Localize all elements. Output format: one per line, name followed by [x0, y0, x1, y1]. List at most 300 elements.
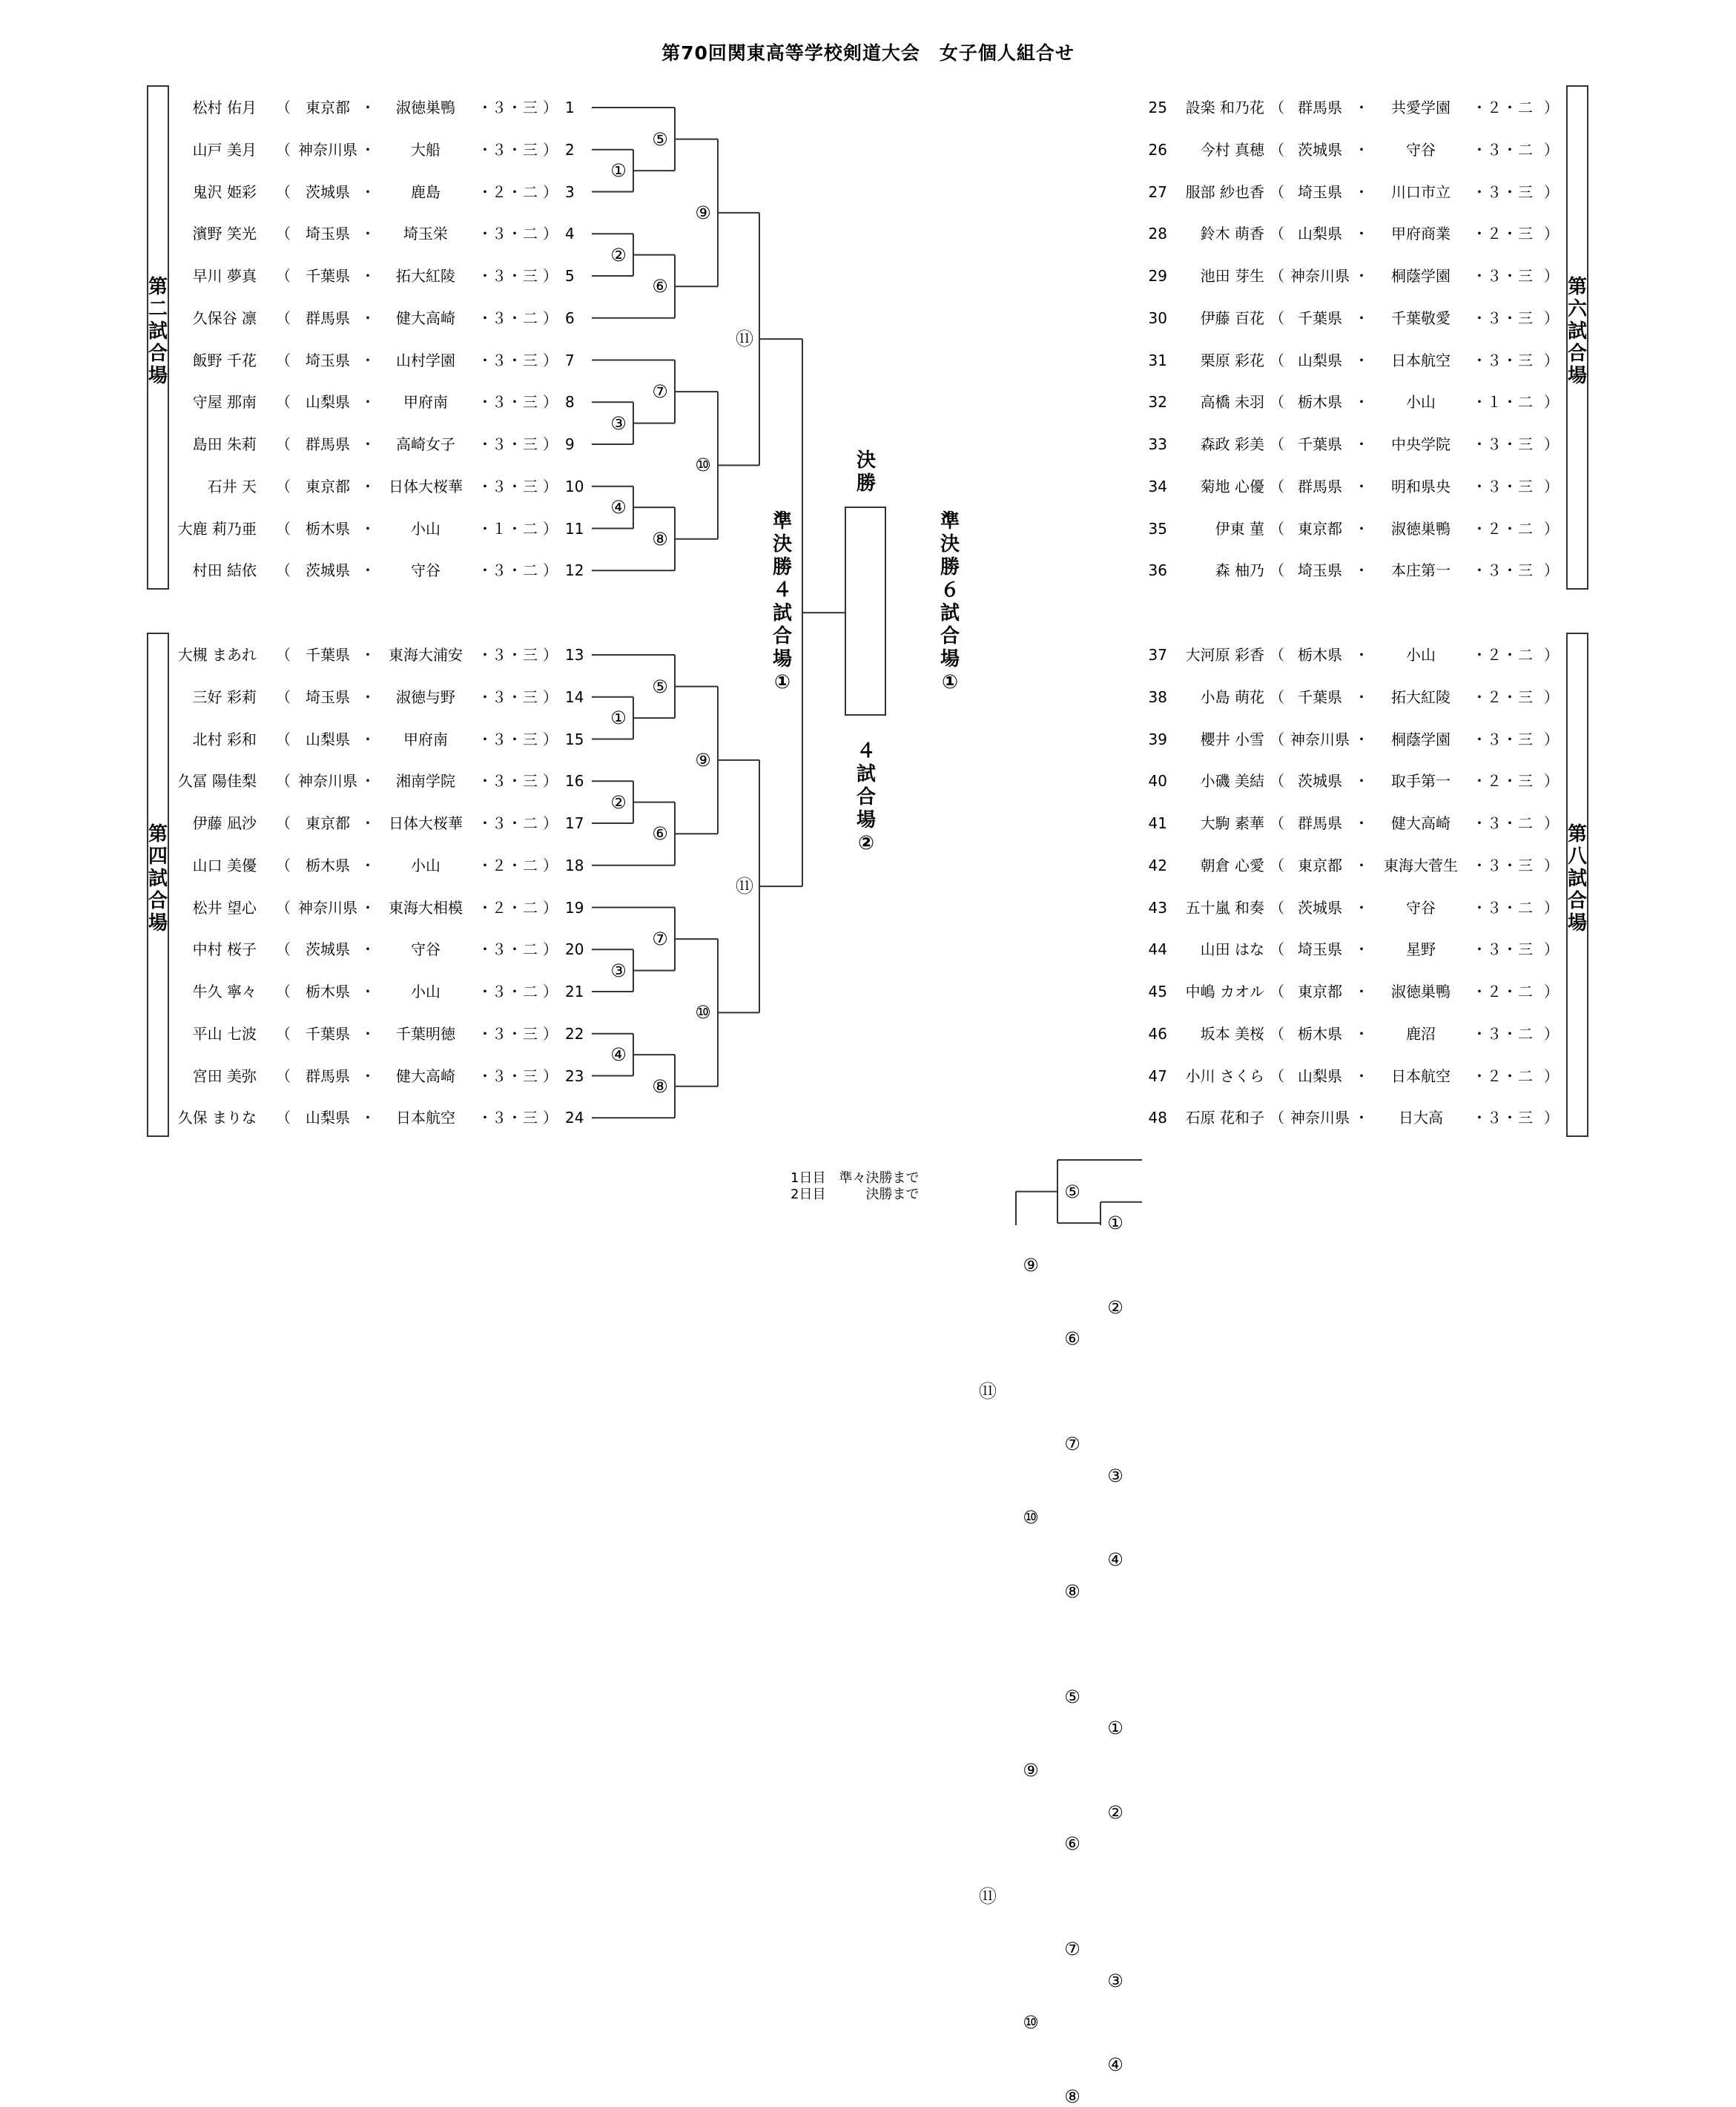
player-school: 小山 — [411, 983, 440, 1000]
player-grade: ３ — [492, 940, 506, 959]
open-paren: （ — [276, 1024, 291, 1043]
player-name: 森政 彩美 — [1200, 435, 1264, 453]
player-prefecture: 神奈川県 — [298, 898, 357, 917]
player-grade: ３ — [492, 99, 506, 116]
semifinal-right-label: 準 決 勝 ６ 試 合 場 ① — [940, 510, 960, 693]
player-grade: ２ — [1487, 99, 1502, 116]
match-number-mark: ③ — [610, 412, 627, 434]
player-grade: ３ — [492, 477, 506, 495]
close-paren: ） — [1544, 898, 1559, 917]
separator: ・ — [1354, 561, 1369, 580]
separator: ・ — [360, 688, 375, 706]
player-school: 日本航空 — [1391, 351, 1450, 369]
player-grade: ３ — [492, 435, 506, 453]
player-name: 山戸 美月 — [192, 140, 257, 159]
separator: ・ — [1502, 983, 1517, 1000]
player-name: 五十嵐 和奏 — [1185, 898, 1264, 917]
player-school: 共愛学園 — [1391, 99, 1450, 116]
player-number: 8 — [565, 393, 575, 412]
player-rank: 二 — [523, 561, 538, 580]
open-paren: （ — [276, 688, 291, 706]
player-number: 43 — [1148, 898, 1167, 917]
separator: ・ — [1472, 140, 1487, 159]
separator: ・ — [478, 393, 492, 412]
player-grade: ３ — [1487, 1024, 1502, 1043]
separator: ・ — [507, 898, 522, 917]
close-paren: ） — [1544, 646, 1559, 664]
close-paren: ） — [543, 182, 558, 201]
player-rank: 三 — [1518, 730, 1533, 748]
player-school: 甲府商業 — [1391, 225, 1450, 243]
separator: ・ — [507, 561, 522, 580]
open-paren: （ — [1270, 477, 1284, 495]
separator: ・ — [1472, 814, 1487, 832]
player-school: 淑徳巣鴨 — [396, 99, 455, 116]
match-number-mark: ⑤ — [1064, 1686, 1080, 1707]
separator: ・ — [507, 182, 522, 201]
player-rank: 二 — [1518, 99, 1533, 116]
close-paren: ） — [543, 1066, 558, 1085]
player-name: 鬼沢 姫彩 — [192, 182, 257, 201]
player-rank: 三 — [523, 435, 538, 453]
player-school: 川口市立 — [1391, 182, 1450, 201]
separator: ・ — [1502, 225, 1517, 243]
player-prefecture: 埼玉県 — [1298, 182, 1342, 201]
player-grade: １ — [1487, 393, 1502, 412]
player-school: 日本航空 — [1391, 1066, 1450, 1085]
open-paren: （ — [1270, 435, 1284, 453]
player-number: 37 — [1148, 646, 1167, 664]
player-school: 拓大紅陵 — [396, 267, 455, 285]
player-prefecture: 群馬県 — [1298, 99, 1342, 116]
close-paren: ） — [543, 393, 558, 412]
player-name: 村田 結依 — [192, 561, 257, 580]
player-name: 守屋 那南 — [192, 393, 257, 412]
open-paren: （ — [1270, 814, 1284, 832]
player-grade: ３ — [492, 646, 506, 664]
player-number: 24 — [565, 1109, 584, 1127]
close-paren: ） — [543, 1109, 558, 1127]
open-paren: （ — [276, 435, 291, 453]
player-rank: 三 — [1518, 940, 1533, 959]
close-paren: ） — [1544, 940, 1559, 959]
player-grade: ２ — [492, 182, 506, 201]
note-day2: 2日目 決勝まで — [791, 1187, 920, 1202]
player-prefecture: 栃木県 — [306, 519, 350, 538]
separator: ・ — [1354, 182, 1369, 201]
player-prefecture: 茨城県 — [1298, 898, 1342, 917]
player-name: 牛久 寧々 — [192, 983, 257, 1000]
player-school: 甲府南 — [403, 393, 448, 412]
close-paren: ） — [543, 519, 558, 538]
player-school: 高崎女子 — [396, 435, 455, 453]
separator: ・ — [1502, 99, 1517, 116]
close-paren: ） — [543, 435, 558, 453]
player-rank: 二 — [1518, 140, 1533, 159]
player-prefecture: 神奈川県 — [298, 772, 357, 791]
separator: ・ — [1502, 856, 1517, 874]
player-name: 松井 望心 — [192, 898, 257, 917]
player-rank: 三 — [523, 99, 538, 116]
player-prefecture: 山梨県 — [306, 730, 350, 748]
open-paren: （ — [276, 814, 291, 832]
player-number: 20 — [565, 940, 584, 959]
player-prefecture: 群馬県 — [306, 309, 350, 327]
close-paren: ） — [543, 772, 558, 791]
player-name: 伊藤 百花 — [1200, 309, 1264, 327]
separator: ・ — [1354, 225, 1369, 243]
separator: ・ — [360, 351, 375, 369]
player-number: 35 — [1148, 519, 1167, 538]
player-number: 31 — [1148, 351, 1167, 369]
player-number: 47 — [1148, 1066, 1167, 1085]
player-rank: 二 — [1518, 1024, 1533, 1043]
player-number: 14 — [565, 688, 584, 706]
separator: ・ — [1354, 309, 1369, 327]
separator: ・ — [478, 435, 492, 453]
player-name: 平山 七波 — [192, 1024, 257, 1043]
separator: ・ — [507, 267, 522, 285]
match-number-mark: ① — [1107, 1213, 1123, 1234]
player-number: 26 — [1148, 140, 1167, 159]
player-rank: 三 — [523, 1066, 538, 1085]
close-paren: ） — [1544, 477, 1559, 495]
match-number-mark: ⑤ — [652, 676, 668, 697]
player-number: 13 — [565, 646, 584, 664]
open-paren: （ — [276, 940, 291, 959]
player-grade: ３ — [1487, 435, 1502, 453]
player-grade: ３ — [492, 1066, 506, 1085]
player-number: 36 — [1148, 561, 1167, 580]
player-name: 島田 朱莉 — [192, 435, 257, 453]
player-name: 栗原 彩花 — [1200, 351, 1264, 369]
match-number-mark: ④ — [1107, 1549, 1123, 1571]
separator: ・ — [478, 99, 492, 116]
player-number: 3 — [565, 182, 575, 201]
player-school: 取手第一 — [1391, 772, 1450, 791]
close-paren: ） — [543, 140, 558, 159]
player-school: 星野 — [1406, 940, 1436, 959]
separator: ・ — [1472, 267, 1487, 285]
player-prefecture: 山梨県 — [306, 1109, 350, 1127]
match-number-mark: ⑦ — [1064, 1939, 1080, 1960]
player-number: 15 — [565, 730, 584, 748]
separator: ・ — [1502, 1109, 1517, 1127]
player-number: 32 — [1148, 393, 1167, 412]
player-prefecture: 栃木県 — [306, 983, 350, 1000]
player-rank: 三 — [523, 688, 538, 706]
player-prefecture: 山梨県 — [1298, 225, 1342, 243]
player-rank: 二 — [523, 182, 538, 201]
separator: ・ — [1472, 1109, 1487, 1127]
separator: ・ — [1502, 646, 1517, 664]
player-prefecture: 千葉県 — [1298, 309, 1342, 327]
player-school: 淑徳巣鴨 — [1391, 983, 1450, 1000]
open-paren: （ — [1270, 1024, 1284, 1043]
open-paren: （ — [276, 898, 291, 917]
player-rank: 三 — [523, 140, 538, 159]
separator: ・ — [1472, 225, 1487, 243]
open-paren: （ — [276, 772, 291, 791]
player-rank: 二 — [523, 983, 538, 1000]
separator: ・ — [1472, 1066, 1487, 1085]
separator: ・ — [1472, 688, 1487, 706]
player-name: 今村 真穂 — [1200, 140, 1264, 159]
player-rank: 二 — [1518, 519, 1533, 538]
player-school: 健大高崎 — [1391, 814, 1450, 832]
player-rank: 二 — [523, 814, 538, 832]
open-paren: （ — [1270, 267, 1284, 285]
player-grade: ３ — [1487, 898, 1502, 917]
open-paren: （ — [1270, 1066, 1284, 1085]
separator: ・ — [360, 730, 375, 748]
player-school: 山村学園 — [396, 351, 455, 369]
player-prefecture: 山梨県 — [1298, 351, 1342, 369]
separator: ・ — [1354, 730, 1369, 748]
player-name: 久冨 陽佳梨 — [177, 772, 257, 791]
separator: ・ — [507, 983, 522, 1000]
player-name: 大鹿 莉乃亜 — [177, 519, 257, 538]
open-paren: （ — [1270, 898, 1284, 917]
separator: ・ — [1502, 772, 1517, 791]
match-number-mark: ④ — [610, 1044, 627, 1066]
separator: ・ — [478, 309, 492, 327]
open-paren: （ — [276, 1109, 291, 1127]
separator: ・ — [478, 1066, 492, 1085]
venue-label-8: 第 八 試 合 場 — [1567, 823, 1587, 934]
separator: ・ — [507, 393, 522, 412]
separator: ・ — [507, 99, 522, 116]
player-rank: 二 — [1518, 646, 1533, 664]
close-paren: ） — [1544, 561, 1559, 580]
player-prefecture: 千葉県 — [306, 267, 350, 285]
player-number: 1 — [565, 99, 575, 116]
separator: ・ — [360, 519, 375, 538]
match-number-mark: ⑥ — [1064, 1833, 1080, 1855]
player-name: 小川 さくら — [1185, 1066, 1264, 1085]
player-grade: ２ — [492, 898, 506, 917]
separator: ・ — [1502, 561, 1517, 580]
open-paren: （ — [276, 519, 291, 538]
player-school: 守谷 — [1406, 140, 1436, 159]
player-prefecture: 茨城県 — [306, 561, 350, 580]
separator: ・ — [360, 99, 375, 116]
player-name: 坂本 美桜 — [1200, 1024, 1264, 1043]
player-grade: ３ — [1487, 140, 1502, 159]
close-paren: ） — [1544, 519, 1559, 538]
separator: ・ — [1472, 1024, 1487, 1043]
match-number-mark: ⑥ — [1064, 1328, 1080, 1350]
player-number: 5 — [565, 267, 575, 285]
player-grade: ３ — [492, 814, 506, 832]
match-number-mark: ⑥ — [652, 823, 668, 845]
separator: ・ — [478, 477, 492, 495]
separator: ・ — [507, 940, 522, 959]
open-paren: （ — [1270, 182, 1284, 201]
separator: ・ — [1472, 730, 1487, 748]
player-grade: ２ — [1487, 688, 1502, 706]
player-number: 17 — [565, 814, 584, 832]
player-name: 櫻井 小雪 — [1200, 730, 1264, 748]
player-school: 日大高 — [1399, 1109, 1443, 1127]
player-rank: 三 — [523, 772, 538, 791]
separator: ・ — [1502, 519, 1517, 538]
separator: ・ — [1502, 730, 1517, 748]
separator: ・ — [507, 814, 522, 832]
player-prefecture: 埼玉県 — [1298, 561, 1342, 580]
separator: ・ — [1502, 898, 1517, 917]
player-prefecture: 埼玉県 — [306, 688, 350, 706]
player-rank: 三 — [1518, 351, 1533, 369]
player-name: 久保 まりな — [177, 1109, 257, 1127]
separator: ・ — [478, 730, 492, 748]
player-number: 40 — [1148, 772, 1167, 791]
separator: ・ — [478, 351, 492, 369]
player-rank: 二 — [1518, 898, 1533, 917]
player-number: 33 — [1148, 435, 1167, 453]
separator: ・ — [360, 182, 375, 201]
match-number-mark: ② — [610, 791, 627, 813]
separator: ・ — [478, 1024, 492, 1043]
player-school: 東海大菅生 — [1384, 856, 1458, 874]
semifinal-left-label: 準 決 勝 ４ 試 合 場 ① — [772, 510, 792, 693]
player-number: 28 — [1148, 225, 1167, 243]
separator: ・ — [1502, 814, 1517, 832]
close-paren: ） — [1544, 140, 1559, 159]
match-number-mark: ⑪ — [736, 329, 753, 350]
player-prefecture: 栃木県 — [1298, 1024, 1342, 1043]
separator: ・ — [478, 856, 492, 874]
match-number-mark: ⑧ — [652, 528, 668, 550]
separator: ・ — [1354, 814, 1369, 832]
player-prefecture: 東京都 — [1298, 983, 1342, 1000]
match-number-mark: ⑪ — [736, 876, 753, 897]
separator: ・ — [1502, 393, 1517, 412]
separator: ・ — [1502, 351, 1517, 369]
match-number-mark: ② — [1107, 1296, 1123, 1318]
close-paren: ） — [543, 856, 558, 874]
separator: ・ — [1502, 140, 1517, 159]
open-paren: （ — [1270, 309, 1284, 327]
player-school: 拓大紅陵 — [1391, 688, 1450, 706]
separator: ・ — [1354, 1109, 1369, 1127]
open-paren: （ — [1270, 940, 1284, 959]
match-number-mark: ⑦ — [652, 381, 668, 403]
player-name: 飯野 千花 — [192, 351, 257, 369]
player-number: 19 — [565, 898, 584, 917]
separator: ・ — [1354, 351, 1369, 369]
separator: ・ — [507, 1066, 522, 1085]
player-number: 2 — [565, 140, 575, 159]
separator: ・ — [1354, 1066, 1369, 1085]
separator: ・ — [1472, 519, 1487, 538]
player-number: 10 — [565, 477, 584, 495]
player-grade: ２ — [1487, 646, 1502, 664]
player-number: 4 — [565, 225, 575, 243]
open-paren: （ — [276, 983, 291, 1000]
player-school: 小山 — [411, 856, 440, 874]
separator: ・ — [360, 267, 375, 285]
player-prefecture: 群馬県 — [306, 1066, 350, 1085]
player-rank: 三 — [1518, 182, 1533, 201]
player-rank: 三 — [1518, 688, 1533, 706]
player-name: 山田 はな — [1200, 940, 1264, 959]
player-name: 池田 芽生 — [1200, 267, 1264, 285]
player-rank: 三 — [523, 1024, 538, 1043]
player-school: 日体大桜華 — [389, 477, 463, 495]
player-name: 森 柚乃 — [1215, 561, 1264, 580]
separator: ・ — [1354, 772, 1369, 791]
player-name: 山口 美優 — [192, 856, 257, 874]
player-rank: 三 — [523, 1109, 538, 1127]
player-prefecture: 東京都 — [306, 99, 350, 116]
player-name: 小島 萌花 — [1200, 688, 1264, 706]
player-prefecture: 山梨県 — [306, 393, 350, 412]
player-school: 千葉明徳 — [396, 1024, 455, 1043]
match-number-mark: ④ — [1107, 2054, 1123, 2076]
separator: ・ — [1502, 1024, 1517, 1043]
separator: ・ — [1354, 646, 1369, 664]
close-paren: ） — [543, 561, 558, 580]
separator: ・ — [478, 267, 492, 285]
player-school: 東海大浦安 — [389, 646, 463, 664]
player-school: 健大高崎 — [396, 1066, 455, 1085]
open-paren: （ — [1270, 688, 1284, 706]
close-paren: ） — [543, 646, 558, 664]
player-name: 久保谷 凛 — [192, 309, 257, 327]
match-number-mark: ⑧ — [652, 1075, 668, 1097]
separator: ・ — [360, 225, 375, 243]
player-number: 27 — [1148, 182, 1167, 201]
open-paren: （ — [276, 140, 291, 159]
close-paren: ） — [1544, 267, 1559, 285]
player-grade: ３ — [492, 1109, 506, 1127]
player-name: 石井 天 — [207, 477, 257, 495]
open-paren: （ — [276, 351, 291, 369]
separator: ・ — [360, 1109, 375, 1127]
separator: ・ — [1354, 1024, 1369, 1043]
close-paren: ） — [543, 898, 558, 917]
open-paren: （ — [1270, 99, 1284, 116]
separator: ・ — [1472, 351, 1487, 369]
player-prefecture: 埼玉県 — [306, 351, 350, 369]
close-paren: ） — [1544, 1024, 1559, 1043]
close-paren: ） — [1544, 814, 1559, 832]
separator: ・ — [1502, 1066, 1517, 1085]
player-grade: ２ — [1487, 1066, 1502, 1085]
separator: ・ — [1502, 435, 1517, 453]
player-rank: 二 — [1518, 1066, 1533, 1085]
open-paren: （ — [276, 225, 291, 243]
player-grade: ３ — [492, 561, 506, 580]
player-number: 42 — [1148, 856, 1167, 874]
player-grade: ２ — [1487, 519, 1502, 538]
separator: ・ — [1502, 477, 1517, 495]
player-school: 淑徳与野 — [396, 688, 455, 706]
separator: ・ — [507, 1109, 522, 1127]
player-school: 甲府南 — [403, 730, 448, 748]
player-rank: 三 — [523, 646, 538, 664]
player-grade: ２ — [492, 856, 506, 874]
player-prefecture: 千葉県 — [306, 646, 350, 664]
player-grade: ３ — [492, 1024, 506, 1043]
player-rank: 二 — [523, 898, 538, 917]
separator: ・ — [1354, 940, 1369, 959]
match-number-mark: ⑤ — [1064, 1181, 1080, 1202]
player-school: 小山 — [1406, 393, 1436, 412]
player-prefecture: 栃木県 — [1298, 646, 1342, 664]
player-prefecture: 千葉県 — [1298, 688, 1342, 706]
